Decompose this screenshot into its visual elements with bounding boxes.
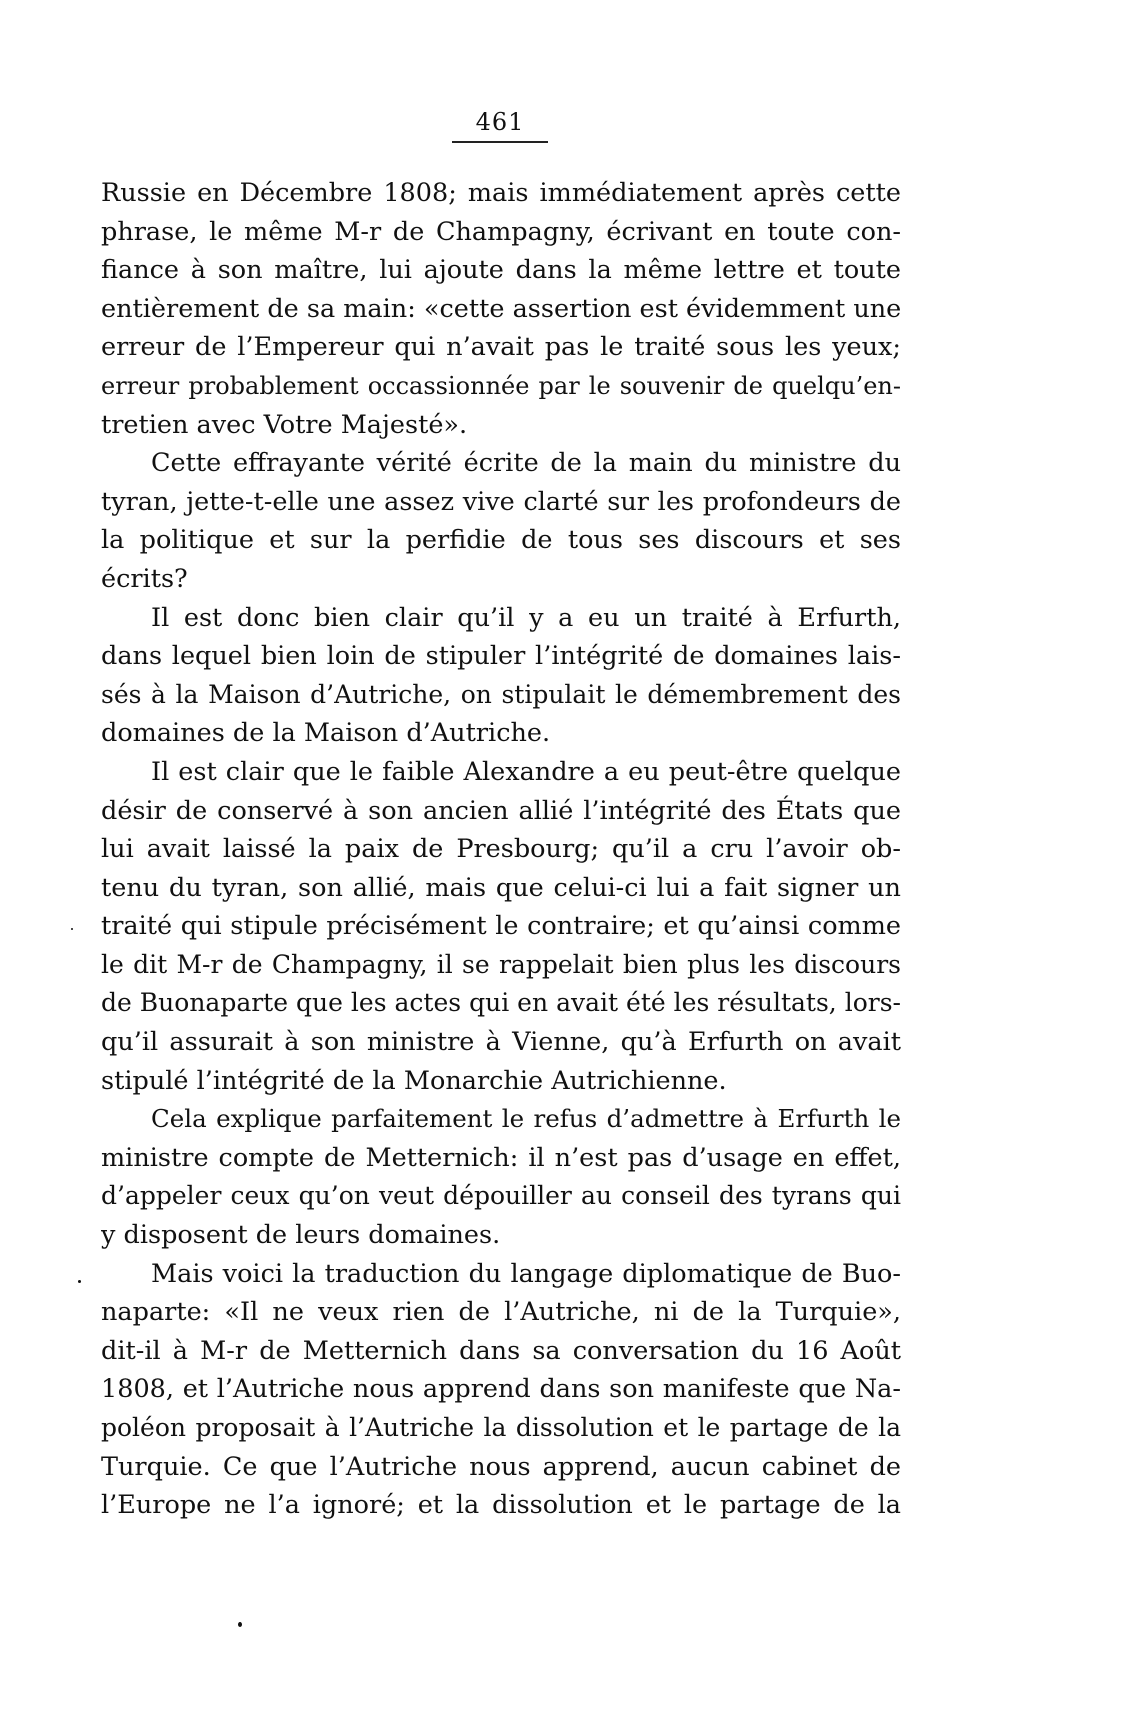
text-line: d’appeler ceux qu’on veut dépouiller au conseil des tyrans qui	[101, 1181, 901, 1211]
text-line: Cette effrayante vérité écrite de la main du ministre du	[151, 448, 901, 479]
text-line: fiance à son maître, lui ajoute dans la même lettre et toute	[101, 255, 901, 286]
text-line: dit-il à M-r de Metternich dans sa conversation du 16 Août	[101, 1335, 901, 1366]
text-line: tyran, jette-t-elle une assez vive clarté sur les profondeurs de	[101, 486, 901, 517]
text-line: écrits?	[101, 563, 188, 594]
page-number-rule	[452, 141, 548, 143]
text-line: le dit M-r de Champagny, il se rappelait bien plus les discours	[101, 949, 901, 979]
text-line: tretien avec Votre Majesté».	[101, 409, 468, 440]
text-line: dans lequel bien loin de stipuler l’intégrité de domaines lais-	[101, 641, 901, 672]
text-line: qu’il assurait à son ministre à Vienne, qu’à Erfurth on avait	[101, 1027, 901, 1058]
text-line: lui avait laissé la paix de Presbourg; qu’il a cru l’avoir ob-	[101, 834, 901, 865]
text-line: l’Europe ne l’a ignoré; et la dissolution et le partage de la	[101, 1490, 901, 1521]
text-line: naparte: «Il ne veux rien de l’Autriche, ni de la Turquie»,	[101, 1297, 901, 1328]
text-line: la politique et sur la perfidie de tous ses discours et ses	[101, 525, 901, 556]
text-line: ministre compte de Metternich: il n’est pas d’usage en effet,	[101, 1142, 901, 1173]
text-line: tenu du tyran, son allié, mais que celui-ci lui a fait signer un	[101, 872, 901, 903]
page-number: 461	[475, 108, 525, 136]
text-line: Cela explique parfaitement le refus d’admettre à Erfurth le	[151, 1104, 901, 1134]
text-line: domaines de la Maison d’Autriche.	[101, 718, 551, 749]
text-line: désir de conservé à son ancien allié l’intégrité des États que	[101, 795, 901, 826]
text-line: sés à la Maison d’Autriche, on stipulait le démembrement des	[101, 679, 901, 709]
text-line: stipulé l’intégrité de la Monarchie Autrichienne.	[101, 1065, 727, 1096]
text-line: poléon proposait à l’Autriche la dissolution et le partage de la	[101, 1413, 901, 1442]
text-line: de Buonaparte que les actes qui en avait été les résultats, lors-	[101, 988, 901, 1018]
text-line: 1808, et l’Autriche nous apprend dans son manifeste que Na-	[101, 1374, 901, 1405]
text-line: y disposent de leurs domaines.	[101, 1220, 501, 1251]
text-line: phrase, le même M-r de Champagny, écrivant en toute con-	[101, 216, 901, 247]
print-speck	[78, 1280, 81, 1283]
text-line: Mais voici la traduction du langage diplomatique de Buo-	[151, 1258, 901, 1289]
print-speck	[71, 928, 73, 930]
text-line: Russie en Décembre 1808; mais immédiatement après cette	[101, 178, 901, 208]
text-line: erreur probablement occassionnée par le souvenir de quelqu’en-	[101, 371, 901, 400]
body-text	[101, 174, 901, 1525]
text-line: erreur de l’Empereur qui n’avait pas le traité sous les yeux;	[101, 332, 901, 363]
text-line: traité qui stipule précisément le contraire; et qu’ainsi comme	[101, 911, 901, 942]
text-line: entièrement de sa main: «cette assertion est évidemment une	[101, 293, 901, 324]
text-line: Turquie. Ce que l’Autriche nous apprend, aucun cabinet de	[101, 1451, 901, 1482]
print-speck	[238, 1622, 242, 1627]
text-line: Il est donc bien clair qu’il y a eu un traité à Erfurth,	[151, 602, 901, 633]
text-line: Il est clair que le faible Alexandre a eu peut-être quelque	[151, 756, 901, 787]
